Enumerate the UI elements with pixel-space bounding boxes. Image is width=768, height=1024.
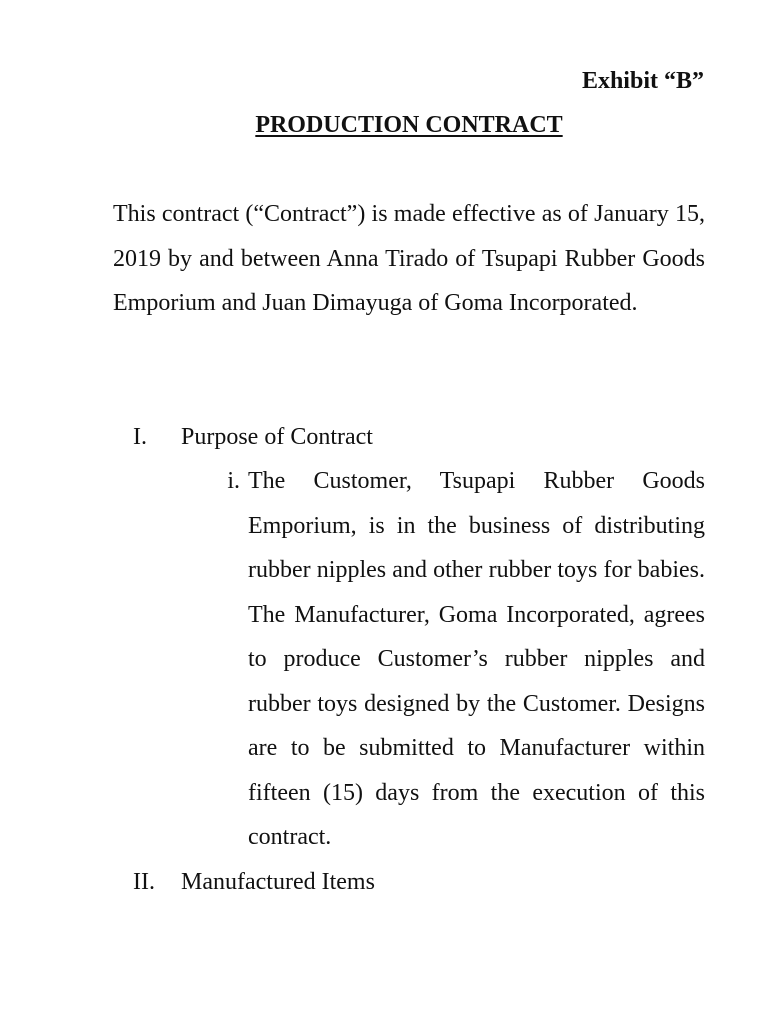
clause-text: The Customer, Tsupapi Rubber Goods Emporium, is in the business of distributing rubber nipples and other rubber toys for babies. The Manufacturer, Goma Incorporated, agrees to produce Customer’s rubber nipples and rubber toys designed by the Customer. Designs are to be submitted to Manufacturer within fifteen (15) days from the execution of this contract. <box>248 468 705 850</box>
section-manufactured-items <box>0 860 768 905</box>
section-title: Purpose of Contract <box>181 424 373 450</box>
clause-number: i. <box>227 468 240 494</box>
exhibit-label: Exhibit “B” <box>581 68 704 94</box>
section-number: I. <box>133 424 147 450</box>
section-title: Manufactured Items <box>181 869 375 895</box>
page-title: PRODUCTION CONTRACT <box>255 112 563 138</box>
section-purpose <box>0 415 768 460</box>
intro-paragraph: This contract (“Contract”) is made effective as of January 15, 2019 by and between Anna Tirado of Tsupapi Rubber Goods Emporium and Juan Dimayuga of Goma Incorporated. <box>113 201 705 316</box>
section-number: II. <box>133 869 155 895</box>
